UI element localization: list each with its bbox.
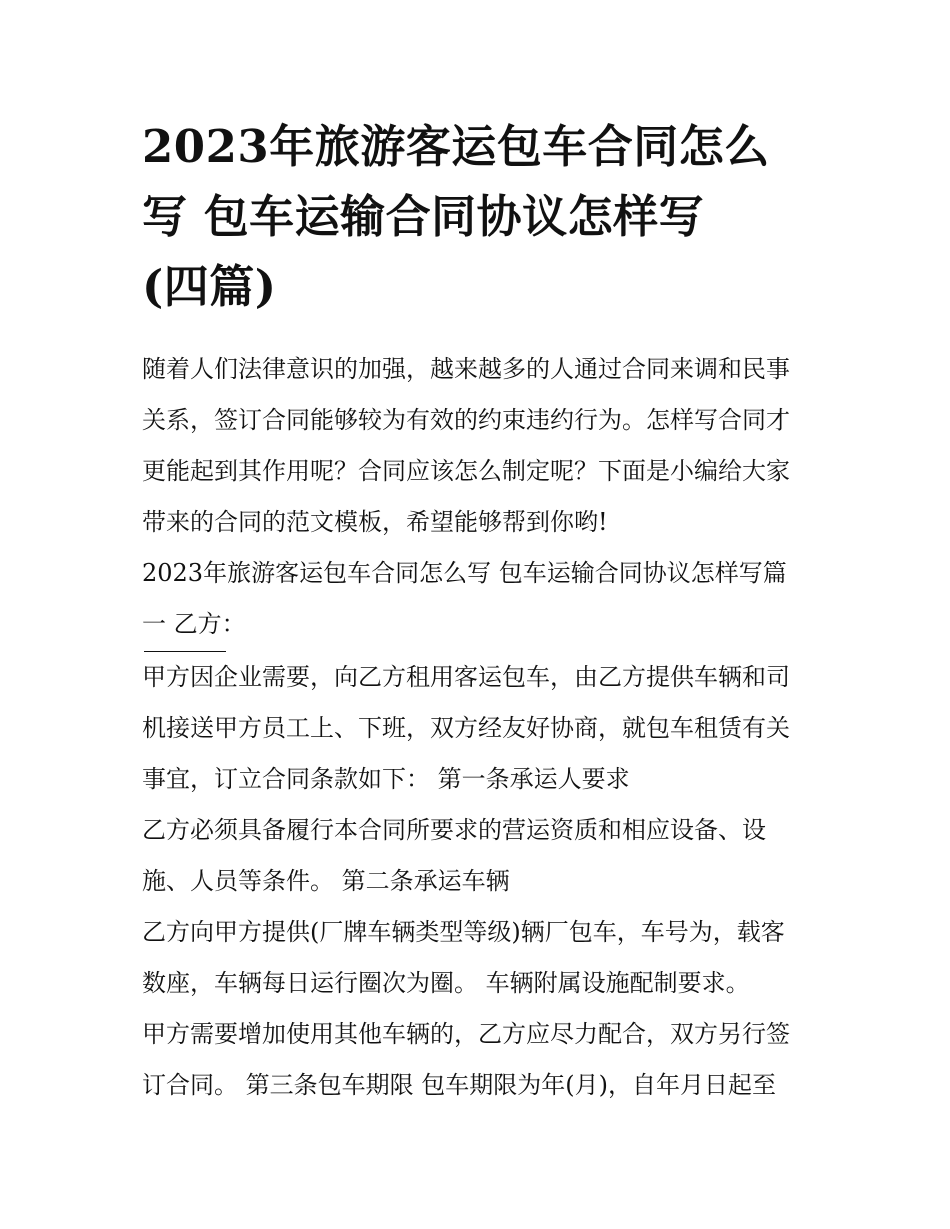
- text-line: 甲方需要增加使用其他车辆的，乙方应尽力配合，双方另行签: [142, 1020, 790, 1048]
- text-line: 事宜，订立合同条款如下： 第一条承运人要求: [142, 765, 630, 793]
- text-line: 订合同。 第三条包车期限 包车期限为年(月)，自年月日起至: [142, 1071, 776, 1099]
- document-body: [142, 344, 814, 1111]
- paragraph: [142, 907, 814, 1009]
- title-line: (四篇): [142, 260, 277, 313]
- text-line: 关系，签订合同能够较为有效的约束违约行为。怎样写合同才: [142, 406, 790, 434]
- text-line: 带来的合同的范文模板，希望能够帮到你哟!: [142, 508, 608, 536]
- text-line: 2023年旅游客运包车合同怎么写 包车运输合同协议怎样写篇: [142, 559, 787, 587]
- text-line: 数座，车辆每日运行圈次为圈。 车辆附属设施配制要求。: [142, 969, 750, 997]
- title-line: 2023年旅游客运包车合同怎么: [142, 120, 770, 173]
- text-line: 乙方向甲方提供(厂牌车辆类型等级)辆厂包车，车号为，载客: [142, 918, 785, 946]
- document-title: [142, 112, 814, 322]
- text-line: [142, 599, 814, 652]
- text-line: 施、人员等条件。 第二条承运车辆: [142, 867, 510, 895]
- party-b-label: 一 乙方：: [142, 610, 246, 638]
- text-line: 机接送甲方员工上、下班，双方经友好协商，就包车租赁有关: [142, 714, 790, 742]
- section-heading: [142, 548, 814, 652]
- text-line: 乙方必须具备履行本合同所要求的营运资质和相应设备、设: [142, 816, 766, 844]
- paragraph: [142, 1009, 814, 1111]
- text-line: 更能起到其作用呢？合同应该怎么制定呢？下面是小编给大家: [142, 457, 790, 485]
- paragraph: [142, 805, 814, 907]
- paragraph: [142, 652, 814, 805]
- title-line: 写 包车运输合同协议怎样写: [142, 190, 705, 243]
- text-line: 甲方因企业需要，向乙方租用客运包车，由乙方提供车辆和司: [142, 663, 790, 691]
- text-line: 随着人们法律意识的加强，越来越多的人通过合同来调和民事: [142, 355, 790, 383]
- document-page: [142, 112, 814, 1111]
- intro-paragraph: [142, 344, 814, 548]
